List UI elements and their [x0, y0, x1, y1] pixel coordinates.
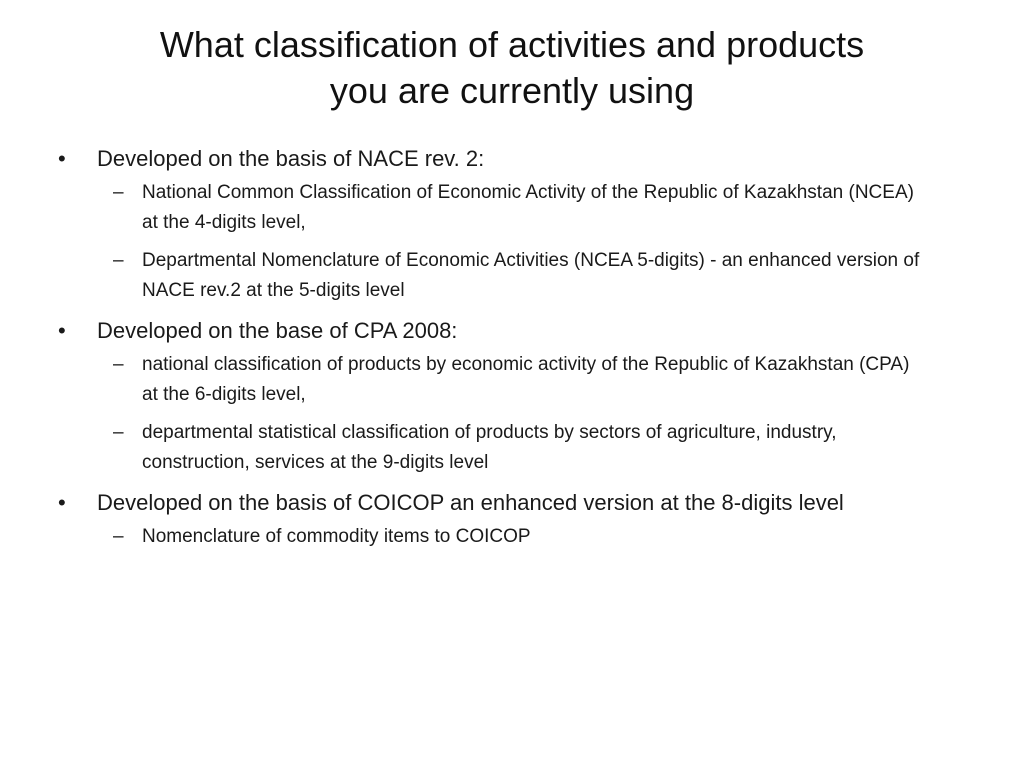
- dash-icon: –: [113, 354, 124, 375]
- dash-icon: –: [113, 250, 124, 271]
- bullet-item-nace: [55, 142, 930, 176]
- sub-list-cpa: [55, 350, 930, 478]
- dash-icon: –: [113, 526, 124, 547]
- bullet-list: [55, 142, 930, 560]
- bullet-text: Developed on the basis of COICOP an enhanced version at the 8-digits level: [97, 490, 844, 515]
- sub-list-coicop: [55, 522, 930, 552]
- bullet-item-coicop: [55, 486, 930, 520]
- sub-item-cpa-9-digits: [55, 418, 930, 478]
- sub-item-cpa-6-digits: [55, 350, 930, 410]
- sub-item-text: national classification of products by economic activity of the Republic of Kazakhstan (CPA) at the 6-digits level,: [142, 354, 910, 405]
- sub-item-text: departmental statistical classification of products by sectors of agriculture, industry, construction, services at the 9-digits level: [142, 422, 837, 473]
- sub-item-text: Departmental Nomenclature of Economic Activities (NCEA 5-digits) - an enhanced version of NACE rev.2 at the 5-digits level: [142, 250, 920, 301]
- sub-item-ncea-4-digits: [55, 178, 930, 238]
- sub-item-ncea-5-digits: [55, 246, 930, 306]
- bullet-text: Developed on the basis of NACE rev. 2:: [97, 146, 485, 171]
- sub-list-nace: [55, 178, 930, 306]
- bullet-icon: •: [58, 146, 66, 171]
- sub-item-text: Nomenclature of commodity items to COICOP: [142, 526, 531, 547]
- bullet-text: Developed on the base of CPA 2008:: [97, 318, 458, 343]
- bullet-icon: •: [58, 490, 66, 515]
- slide-title: [60, 22, 964, 114]
- bullet-icon: •: [58, 318, 66, 343]
- title-line-1: What classification of activities and products: [159, 24, 865, 65]
- sub-item-coicop-nomenclature: [55, 522, 930, 552]
- dash-icon: –: [113, 182, 124, 203]
- sub-item-text: National Common Classification of Economic Activity of the Republic of Kazakhstan (NCEA) at the 4-digits level,: [142, 182, 914, 233]
- dash-icon: –: [113, 422, 124, 443]
- bullet-item-cpa: [55, 314, 930, 348]
- title-line-2: you are currently using: [329, 70, 695, 111]
